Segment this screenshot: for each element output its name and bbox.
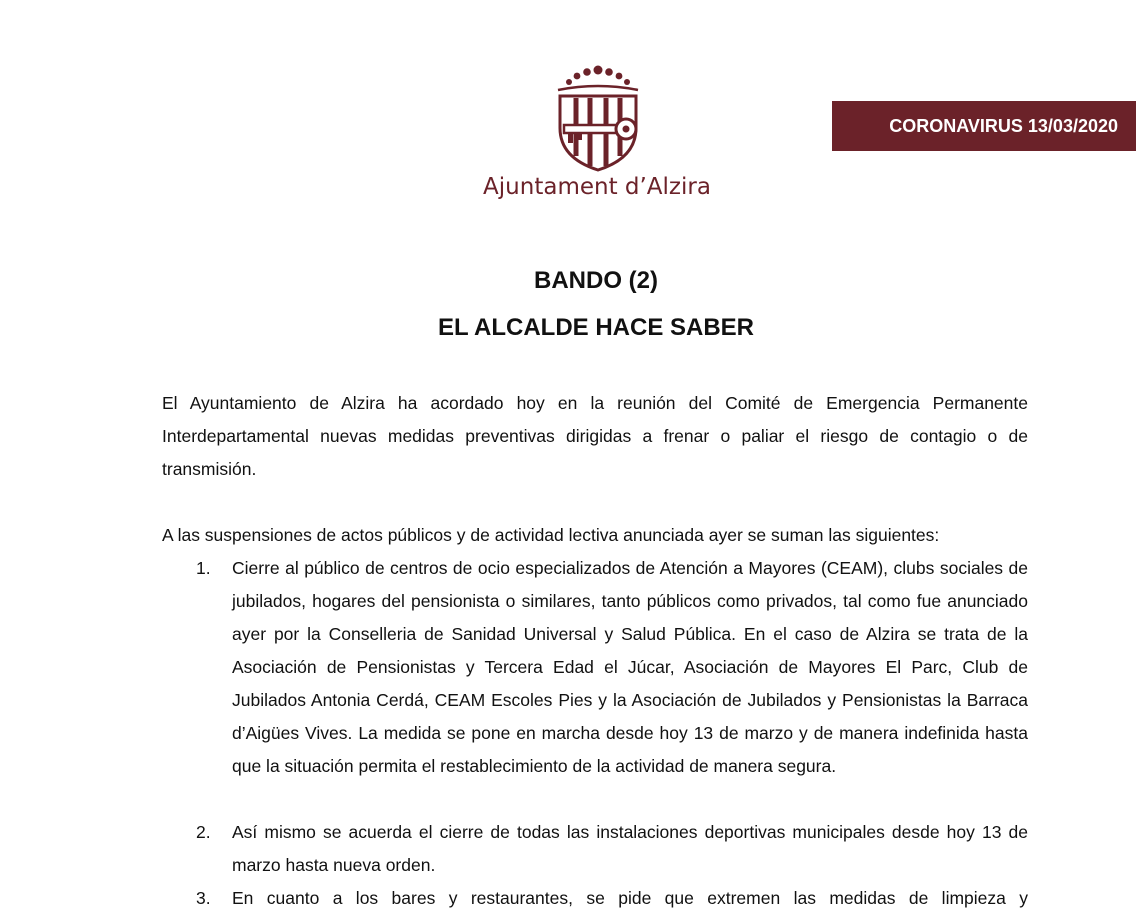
coat-of-arms-logo xyxy=(548,62,648,174)
list-item-text: Así mismo se acuerda el cierre de todas las instalaciones deportivas municipales desde hoy 13 de marzo hasta nueva orden. xyxy=(232,822,1028,875)
intro-paragraph: El Ayuntamiento de Alzira ha acordado hoy en la reunión del Comité de Emergencia Permanente Interdepartamental nuevas medidas preventivas dirigidas a frenar o paliar el riesgo de contagio o de transmisión. xyxy=(162,393,1028,479)
coronavirus-date-badge xyxy=(832,101,1136,151)
measures-intro: A las suspensiones de actos públicos y de actividad lectiva anunciada ayer se suman las siguientes: xyxy=(162,525,940,545)
list-item-number: 3. xyxy=(196,888,211,908)
list-item xyxy=(196,552,1028,783)
document-subtitle: EL ALCALDE HACE SABER xyxy=(437,314,755,341)
list-item xyxy=(196,882,1028,915)
list-item xyxy=(196,816,1028,882)
organization-name: Ajuntament d’Alzira xyxy=(483,174,711,200)
list-item-number: 1. xyxy=(196,558,211,578)
list-item-number: 2. xyxy=(196,822,211,842)
crown-icon xyxy=(566,66,630,86)
list-item-text: Cierre al público de centros de ocio especializados de Atención a Mayores (CEAM), clubs sociales de jubilados, hogares del pensionista o similares, tanto públicos como privados, tal como fue anunciado ayer por la Conselleria de Sanidad Universal y Salud Pública. En el caso de Alzira se trata de la Asociación de Pensionistas y Tercera Edad el Júcar, Asociación de Mayores El Parc, Club de Jubilados Antonia Cerdá, CEAM Escoles Pies y la Asociación de Jubilados y Pensionistas la Barraca d’Aigües Vives. La medida se pone en marcha desde hoy 13 de marzo y de manera indefinida hasta que la situación permita el restablecimiento de la actividad de manera segura. xyxy=(232,558,1028,776)
list-item-text: En cuanto a los bares y restaurantes, se pide que extremen las medidas de limpieza y xyxy=(232,888,1028,908)
badge-text: CORONAVIRUS 13/03/2020 xyxy=(889,115,1118,136)
document-title: BANDO (2) xyxy=(534,267,658,294)
